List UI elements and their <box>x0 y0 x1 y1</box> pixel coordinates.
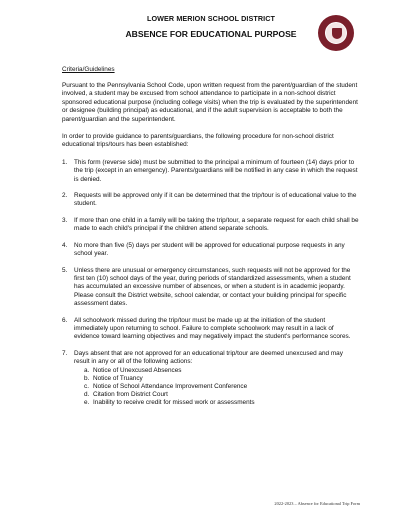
criteria-subhead: Criteria/Guidelines <box>62 66 115 73</box>
list-item: 6. All schoolwork missed during the trip/tour must be made up at the initiation of the student immediately upon returning to school. Failure to complete schoolwork may result in a lack of evidence toward learning objectives and may negatively impact the student's performance scores. <box>62 316 351 341</box>
action-item: a. Notice of Unexcused Absences <box>84 366 182 374</box>
list-item: 7. Days absent that are not approved for an educational trip/tour are deemed unexcused and may result in any or all of the following actions: a. Notice of Unexcused Absences b. Notice of Truancy c. Notice of School Attendance Improvement Conference d. Citation from District Court e. Inability to receive credit for missed work or assessments <box>62 350 360 408</box>
page-title: ABSENCE FOR EDUCATIONAL PURPOSE <box>125 29 297 39</box>
list-item: 3. If more than one child in a family will be taking the trip/tour, a separate request for each child shall be made to each child's principal if the children attend separate schools. <box>62 216 359 233</box>
list-item: 4. No more than five (5) days per student will be approved for educational purpose requests in any school year. <box>62 241 345 258</box>
action-item: b. Notice of Truancy <box>84 374 143 382</box>
actions-list <box>74 367 360 408</box>
list-item: 2. Requests will be approved only if it can be determined that the trip/tour is of educational value to the student. <box>62 192 357 208</box>
list-item: 5. Unless there are unusual or emergency circumstances, such requests will not be approved for the first ten (10) school days of the year, during periods of standardized assessments, when a student has accumulated an excessive number of absences, or when a student is in academic jeopardy. Please consult the District website, school calendar, or contact your building principal for specific assessment dates. <box>62 266 351 308</box>
district-name: LOWER MERION SCHOOL DISTRICT <box>146 14 276 23</box>
form-footer: 2022-2023 – Absence for Educational Trip Form <box>274 501 360 506</box>
district-seal-icon <box>319 16 353 50</box>
list-item: 1. This form (reverse side) must be submitted to the principal a minimum of fourteen (14) days prior to the trip (except in an emergency). Parents/guardians will be notified in any case in which the request is denied. <box>62 158 358 183</box>
action-item: e. Inability to receive credit for missed work or assessments <box>84 399 255 407</box>
action-item: d. Citation from District Court <box>84 391 168 399</box>
action-item: c. Notice of School Attendance Improvement Conference <box>84 382 248 390</box>
guidance-paragraph: In order to provide guidance to parents/guardians, the following procedure for non-school district educational trips/tours has been established: <box>62 133 334 149</box>
intro-paragraph: Pursuant to the Pennsylvania School Code, upon written request from the parent/guardian of the student involved, a student may be excused from school attendance to participate in a non-school district sponsored educational purpose (including college visits) when the trip is evaluated by the superintendent or designee (building principal) as educational, and if the adult supervision is acceptable to both the parent/guardian and the superintendent. <box>62 82 358 123</box>
procedure-list <box>62 159 360 408</box>
